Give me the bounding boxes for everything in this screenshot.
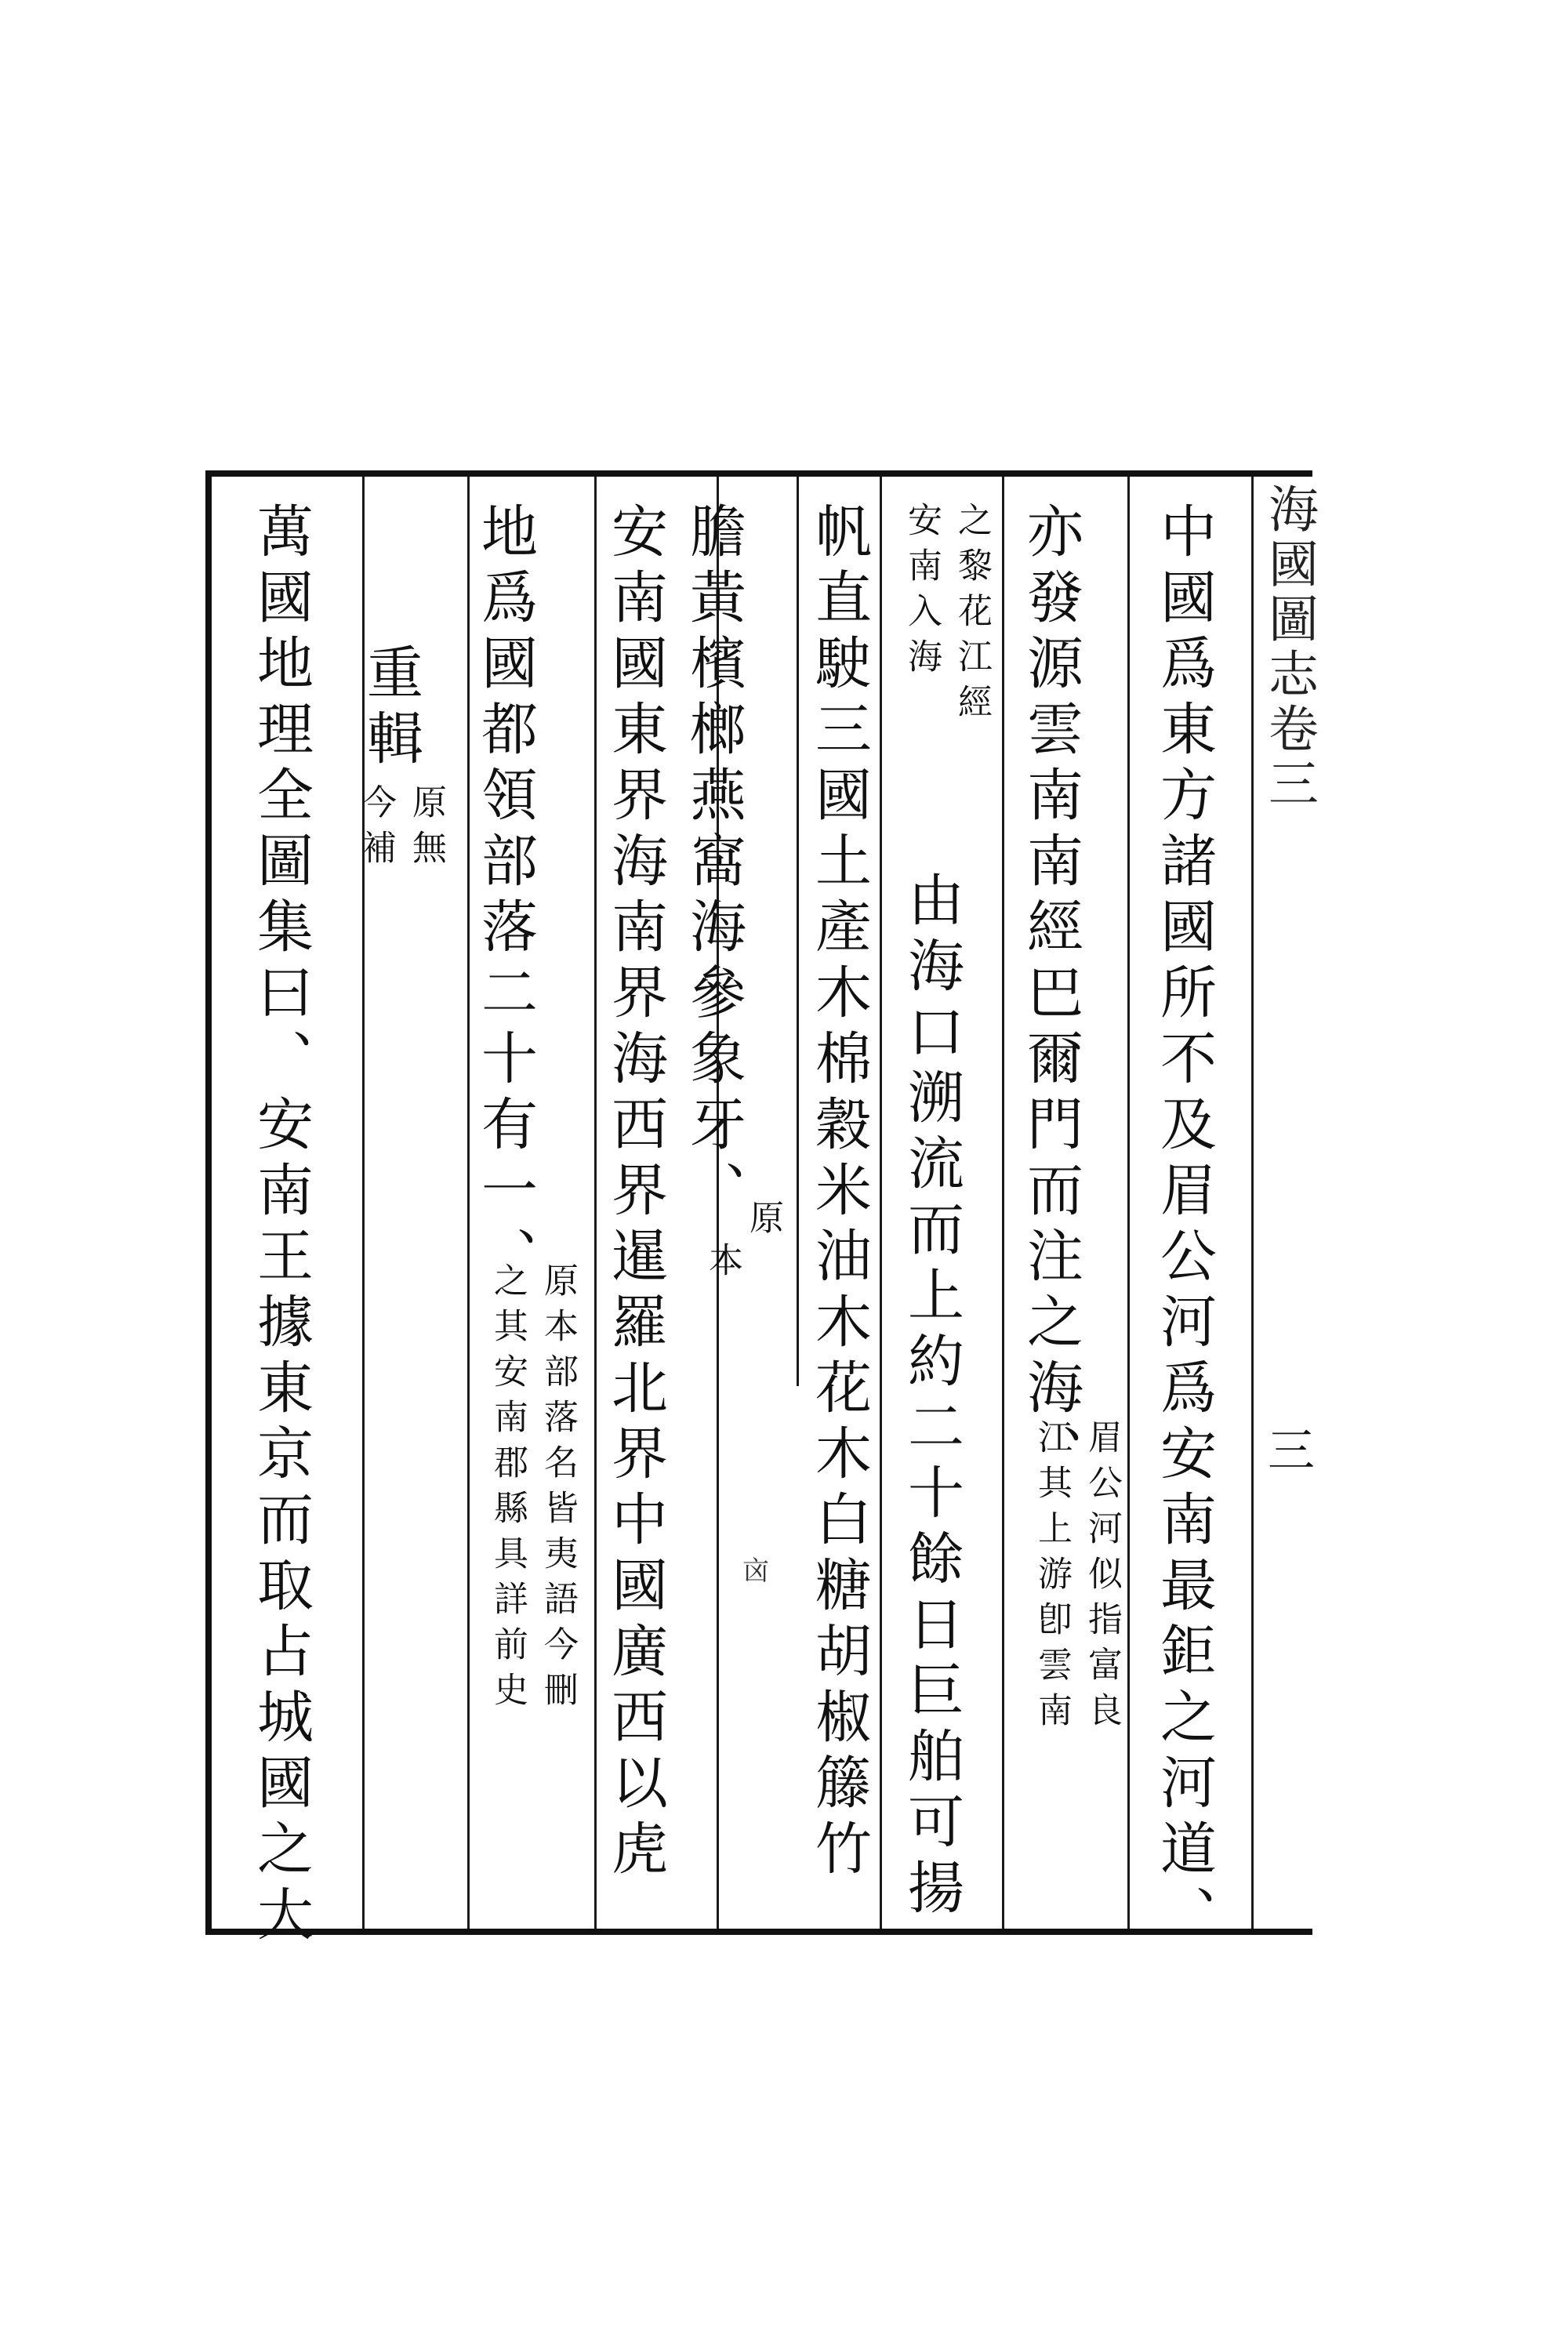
text-column-9: 萬國地理全圖集曰、安南王據東京而取占城國之大 — [248, 502, 314, 1951]
book-title: 海國圖志卷三 — [1260, 483, 1318, 812]
text-column-7: 地爲國都領部落二十有一、 — [472, 502, 538, 1292]
annotation-right: 原 — [743, 1200, 783, 1245]
annotation-right: 原本部落名皆夷語今刪 — [538, 1262, 578, 1717]
column-rule — [1127, 477, 1130, 1929]
text-column-2: 亦發源雲南南經巴爾門而注之海、 — [1018, 502, 1083, 1490]
text-column-6: 安南國東界海南界海西界暹羅北界中國廣西以虎 — [602, 502, 668, 1885]
column-rule — [880, 477, 882, 1929]
annotation-right: 原無 — [406, 784, 446, 875]
annotation-right: 眉公河似指富良 — [1082, 1419, 1122, 1737]
column-rule — [1002, 477, 1004, 1929]
text-column-4: 帆直駛三國土產木棉穀米油木花木白糖胡椒籐竹 — [806, 502, 872, 1885]
annotation-left: 安南入海 — [902, 502, 942, 684]
text-column-5: 膽黃檳榔燕窩海參象牙、 — [681, 502, 746, 1226]
column-rule — [1251, 477, 1254, 1929]
annotation-left: 江其上游卽雲南 — [1032, 1419, 1072, 1737]
column-rule — [594, 477, 597, 1929]
text-column-1: 中國爲東方諸國所不及眉公河爲安南最鉅之河道、 — [1151, 502, 1217, 1951]
page-number: 三 — [1260, 1425, 1315, 1472]
small-seal-mark: 㐫 — [742, 1555, 769, 1587]
text-column-3: 由海口溯流而上約二十餘日巨舶可揚 — [898, 870, 964, 1924]
section-heading: 重輯 — [358, 643, 423, 775]
block-center-margin — [1260, 477, 1318, 1929]
column-rule — [467, 477, 470, 1929]
annotation-left: 之其安南郡縣具詳前史 — [488, 1262, 528, 1717]
annotation-left: 本 — [702, 1242, 742, 1287]
column-rule — [797, 477, 799, 1386]
annotation-right: 之黎花江經 — [952, 502, 992, 729]
annotation-left: 今補 — [356, 784, 396, 875]
